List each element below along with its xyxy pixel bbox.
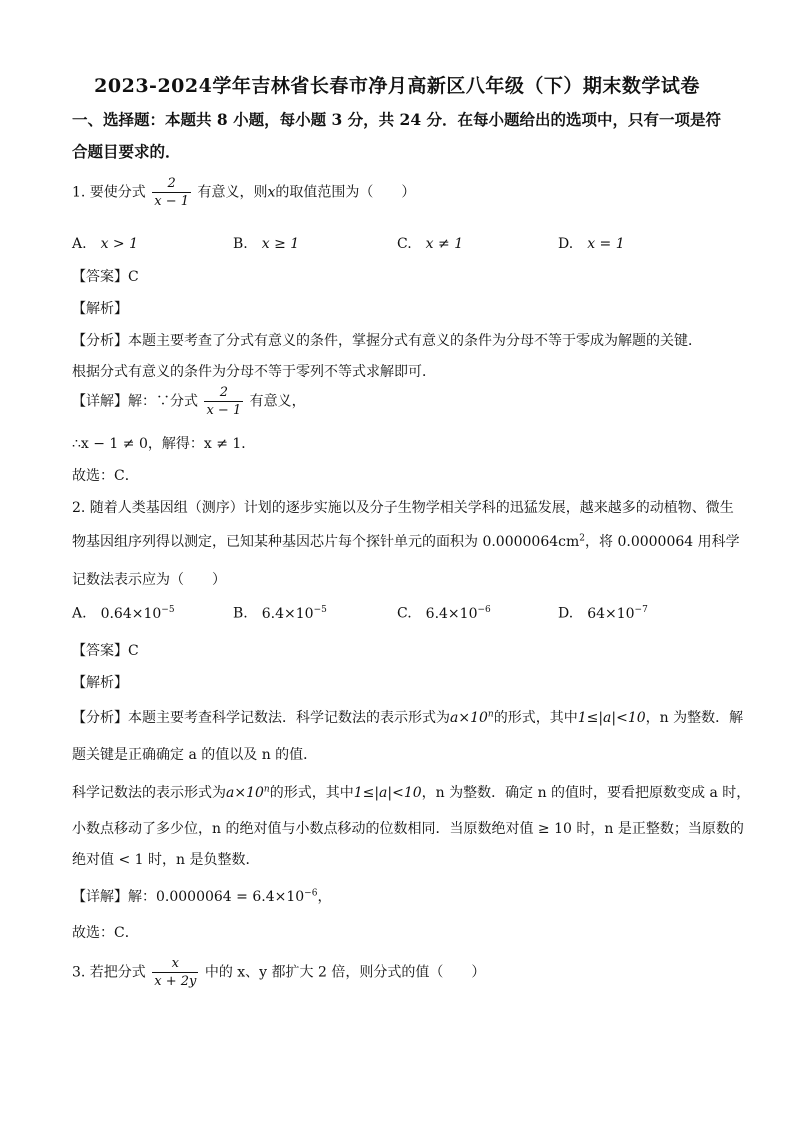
q1-frac-den: x − 1 [154, 194, 190, 209]
q3-stem [72, 956, 485, 989]
q1-suffix-b: 的取值范围为（ ） [275, 184, 416, 201]
q1-analysis-line2: 根据分式有意义的条件为分母不等于零列不等式求解即可． [72, 364, 436, 380]
q2-stem-line2b: ，将 0.0000064 用科学 [585, 534, 740, 550]
q1-fraction [152, 176, 191, 209]
section-heading-line2: 合题目要求的． [72, 142, 181, 161]
q1-stem [72, 176, 415, 209]
q2-stem-line2a: 物基因组序列得以测定，已知某种基因芯片每个探针单元的面积为 0.0000064cm [72, 534, 580, 550]
q2-stem-sup: 2 [579, 533, 586, 544]
q1-choose: 故选：C． [72, 468, 139, 484]
q1-frac-num: 2 [167, 176, 176, 191]
q2-stem-line3: 记数法表示应为（ ） [72, 572, 226, 588]
q2-analysis-line3: 科学记数法的表示形式为$a\times 10^n$的形式，其中1≤|a|<10，n 为整数．确定 n 的值时，要看把原数变成 a 时， [72, 784, 751, 801]
q1-option-c: C. x ≠ 1 [397, 236, 464, 252]
q1-detail-num: 2 [219, 385, 228, 400]
q2-analysis-line2: 题关键是正确确定 a 的值以及 n 的值． [72, 747, 318, 763]
q3-suffix: 中的 x、y 都扩大 2 倍，则分式的值（ ） [204, 964, 486, 981]
q3-frac-den: x + 2y [154, 974, 197, 989]
section-heading-line1: 一、选择题：本题共 8 小题，每小题 3 分，共 24 分．在每小题给出的选项中，只有一项是符 [72, 110, 722, 129]
q2-detail: 【详解】解：$0.0000064 = 6.4\times 10^{-6}$， [72, 888, 332, 905]
q3-prefix: 3. 若把分式 [72, 964, 146, 981]
q1-detail-fraction [204, 385, 243, 418]
q2-choose: 故选：C． [72, 925, 139, 941]
q2-option-d: D. $64\times 10^{-7}$ [558, 605, 648, 622]
q1-detail [72, 385, 306, 418]
q1-prefix: 1. 要使分式 [72, 184, 146, 201]
q1-detail-den: x − 1 [206, 403, 242, 418]
q1-detail-suffix: 有意义， [249, 393, 306, 410]
q2-answer: 【答案】C [72, 643, 139, 659]
q3-frac-num: x [171, 956, 179, 971]
q1-option-a: A. x > 1 [72, 236, 138, 252]
q2-analysis-line5: 绝对值 < 1 时，n 是负整数． [72, 852, 260, 868]
q1-detail-prefix: 【详解】解：∵分式 [72, 393, 198, 410]
q1-option-b: B. x ≥ 1 [233, 236, 300, 252]
q1-answer: 【答案】C [72, 269, 139, 285]
q2-option-c: C. $6.4\times 10^{-6}$ [397, 605, 491, 622]
q1-analysis-line1: 【分析】本题主要考查了分式有意义的条件，掌握分式有意义的条件为分母不等于零成为解题的关键． [72, 333, 702, 349]
q2-stem-line1: 2. 随着人类基因组（测序）计划的逐步实施以及分子生物学相关学科的迅猛发展，越来越多的动植物、微生 [72, 500, 734, 516]
q1-detail-line2: ∴x − 1 ≠ 0，解得：x ≠ 1． [72, 436, 256, 452]
q2-stem-line2 [72, 531, 740, 551]
q1-analysis-head: 【解析】 [72, 301, 128, 317]
q1-var: x [267, 184, 276, 201]
q2-option-b: B. $6.4\times 10^{-5}$ [233, 605, 327, 622]
q1-option-d: D. x = 1 [558, 236, 625, 252]
q2-analysis-line1: 【分析】本题主要考查科学记数法．科学记数法的表示形式为$a\times 10^n$的形式，其中1≤|a|<10，n 为整数．解 [72, 709, 744, 726]
q1-suffix-a: 有意义，则 [197, 184, 268, 201]
page-title: 2023-2024学年吉林省长春市净月高新区八年级（下）期末数学试卷 [94, 75, 700, 97]
q2-analysis-line4: 小数点移动了多少位，n 的绝对值与小数点移动的位数相同．当原数绝对值 ≥ 10 时，n 是正整数；当原数的 [72, 821, 744, 837]
q2-option-a: A. $0.64\times 10^{-5}$ [72, 605, 175, 622]
q3-fraction [152, 956, 198, 989]
q2-analysis-head: 【解析】 [72, 675, 128, 691]
